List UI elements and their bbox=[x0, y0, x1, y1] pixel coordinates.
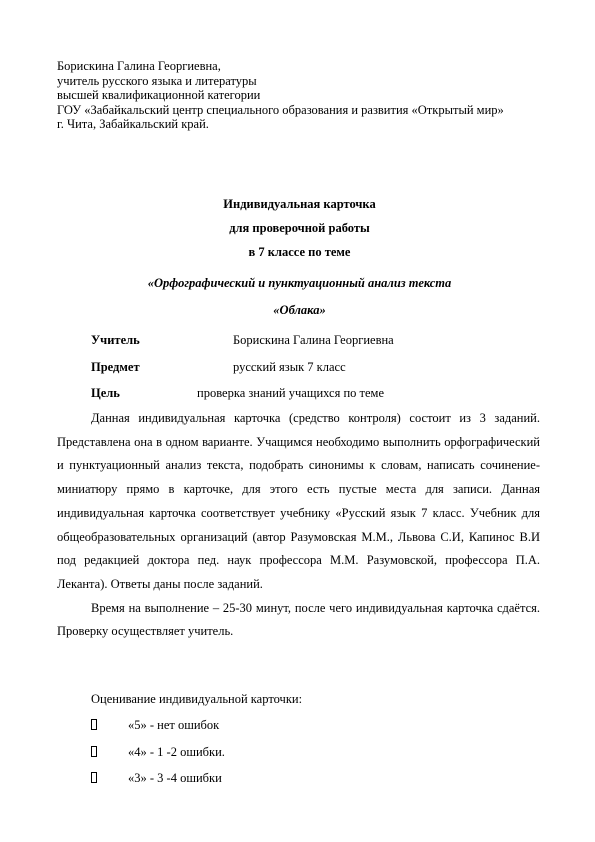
author-position: учитель русского языка и литературы bbox=[57, 73, 257, 88]
author-category: высшей квалификационной категории bbox=[57, 88, 261, 103]
teacher-label: Учитель bbox=[91, 333, 140, 347]
grade-item bbox=[91, 771, 222, 786]
grade-text: «4» - 1 -2 ошибки. bbox=[128, 745, 225, 759]
checkbox-icon bbox=[91, 746, 97, 757]
grade-text: «5» - нет ошибок bbox=[128, 718, 220, 732]
checkbox-icon bbox=[91, 719, 97, 730]
teacher-field bbox=[91, 333, 394, 348]
author-block bbox=[57, 59, 542, 132]
description-paragraph: Данная индивидуальная карточка (средство контроля) состоит из 3 заданий. Представлена она в одном варианте. Учащимся необходимо выполнить орфографический и пунктуационный анализ текста, подобрать синонимы к словам, написать сочинение-миниатюру прямо в карточке, для этого есть пустые места для записи. Данная индивидуальная карточка соответствует учебнику «Русский язык 7 класс. Учебник для общеобразовательных организаций (автор Разумовская М.М., Львова С.И, Капинос В.И под редакцией доктора пед. наук профессора М.М. Разумовской, профессора П.А. Леканта). Ответы даны после заданий. bbox=[57, 411, 540, 591]
subject-value: русский язык 7 класс bbox=[233, 360, 346, 374]
grading-title: Оценивание индивидуальной карточки: bbox=[91, 692, 303, 706]
card-class: в 7 классе по теме bbox=[248, 245, 351, 259]
goal-label: Цель bbox=[91, 386, 120, 400]
grade-item bbox=[91, 745, 225, 760]
teacher-value: Борискина Галина Георгиевна bbox=[233, 333, 394, 347]
description-block bbox=[57, 407, 540, 644]
author-name: Борискина Галина Георгиевна, bbox=[57, 59, 221, 73]
card-topic-text: «Облака» bbox=[273, 303, 326, 317]
subject-field bbox=[91, 360, 346, 375]
card-title: Индивидуальная карточка bbox=[223, 197, 376, 211]
author-location: г. Чита, Забайкальский край. bbox=[57, 117, 209, 132]
time-paragraph: Время на выполнение – 25-30 минут, после чего индивидуальная карточка сдаётся. Проверку осуществляет учитель. bbox=[57, 600, 540, 639]
card-topic: «Орфографический и пунктуационный анализ текста bbox=[147, 276, 452, 290]
grade-text: «3» - 3 -4 ошибки bbox=[128, 771, 222, 785]
grade-item bbox=[91, 718, 220, 733]
author-organization: ГОУ «Забайкальский центр специального образования и развития «Открытый мир» bbox=[57, 102, 504, 117]
subject-label: Предмет bbox=[91, 360, 140, 374]
card-subtitle: для проверочной работы bbox=[229, 221, 370, 235]
checkbox-icon bbox=[91, 772, 97, 783]
goal-field bbox=[91, 386, 384, 401]
goal-value: проверка знаний учащихся по теме bbox=[197, 386, 384, 400]
